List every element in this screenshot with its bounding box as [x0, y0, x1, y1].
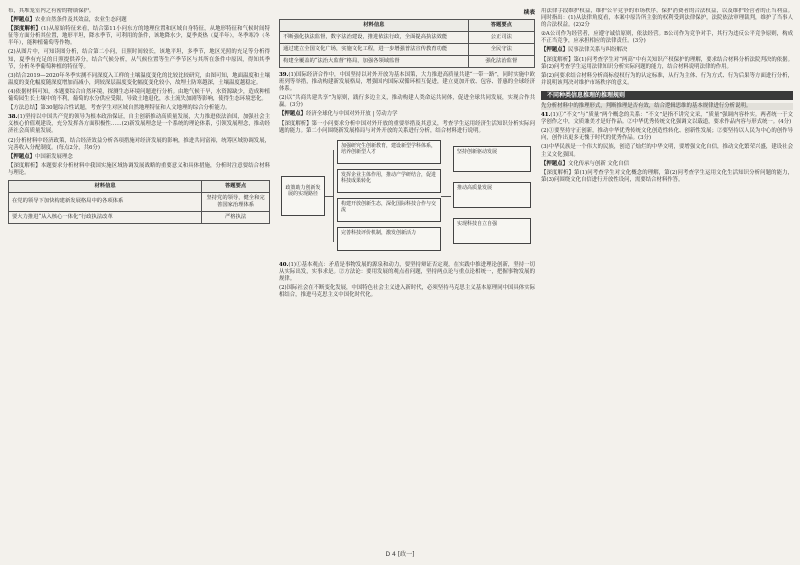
diagram-result-box: 实现科技自立自强	[453, 218, 531, 244]
table-header: 答题要点	[468, 20, 534, 32]
diagram-connector	[441, 196, 451, 197]
table-row	[280, 56, 535, 68]
column-right	[541, 8, 793, 548]
paragraph: (2)以“共商共建共享”为原则，践行多边主义，推动构建人类命运共同体，促进全球共同发展，实现合作共赢。(3分)	[279, 95, 535, 109]
tag-text: 文化传承与创新 文化自信	[567, 160, 629, 167]
tag-label: 【押题点】	[8, 153, 35, 160]
paragraph	[541, 47, 793, 54]
tag-text: 中国新发展理念	[34, 153, 73, 160]
table-cell: 公正司法	[468, 32, 534, 44]
diagram-result-box: 坚持创新驱动发展	[453, 146, 531, 172]
diagram-center-box: 政策助力创新发展的实现路径	[281, 176, 325, 216]
paragraph: (2)分析材料中经济政策，结合经济效益分析各项措施对经济发展的影响，推进共同富裕，统筹区域协调发展，完善收入分配制度。(每点2分，共6分)	[8, 137, 270, 151]
table-cell: 要大力推进“从入核心一体化”行政执法改革	[9, 211, 202, 223]
tag-label: 【押题点】	[279, 111, 306, 118]
paragraph: 【深度解析】本题要求分析材料中我国实施区域协调发展战略的重要意义和具体措施，分析时注意要结合材料与理论。	[8, 162, 270, 176]
question-38	[8, 114, 270, 135]
table-cell: 严格执法	[202, 211, 270, 223]
material-table	[8, 180, 270, 224]
table-cell: 在党的领导下加快构建新发展格局中的各项体系	[9, 192, 202, 211]
table-header: 答题要点	[202, 180, 270, 192]
table-header: 材料信息	[9, 180, 202, 192]
paragraph: 【方法总结】第30题综合性试题，考查学生对区域自然地理特征和人文地理的综合分析能力。	[8, 105, 231, 112]
paragraph: 【深度解析】第(1)问考查学生对“两高”中有关知识产权保护的理解，要求结合材料分析法院判决的依据。第(2)问考查学生运用法律知识分析实际问题的能力，结合材料说明法律的作用。	[541, 56, 793, 70]
question-number: 41.	[541, 112, 551, 119]
tag-label: 【深度解析】	[8, 26, 41, 33]
tag-label: 【押题点】	[8, 17, 35, 24]
question-41	[541, 112, 793, 126]
diagram-result-box: 推动高质量发展	[453, 182, 531, 208]
tag-text: 经济全球化与中国对外开放 | 劳动力学	[305, 111, 398, 118]
paragraph: 【深度解析】第(1)问考查学生对文化概念的理解，第(2)问考查学生运用文化生活知识分析问题的能力，第(3)问围绕文化自信进行开放性设问，需要结合材料作答。	[541, 169, 793, 183]
column-middle	[279, 8, 535, 548]
diagram-item-box: 构建开放创新生态，深化国际科技合作与交流	[337, 198, 441, 222]
tag-label: 【押题点】	[541, 47, 568, 54]
tag-label: 【押题点】	[541, 160, 568, 167]
paragraph: (2)从图片中，可知读图分析，结合第二小问，日照时间较长，该地平坦，多季节，地区光照的充足等分析得知，夏季有充足的日照提供养分，结合气候分析，从气候位置等生产季节区与其所在条件中原因，得知其季节，分析冬季葡萄种植的特征等。	[8, 49, 270, 70]
paragraph: ②A公司作为经营者，应遵守诚信原则，依法经营。B公司作为竞争对手，其行为违反公平竞争原则，构成不正当竞争，应承担相应的法律责任。(3分)	[541, 31, 793, 45]
table-header: 材料信息	[280, 20, 469, 32]
paragraph: (2)①要坚持守正创新，推动中华优秀传统文化创造性转化、创新性发展；②要坚持以人民为中心的创作导向，创作出更多无愧于时代的优秀作品。(3分)	[541, 128, 793, 142]
question-39	[279, 72, 535, 93]
paragraph	[541, 161, 793, 168]
flow-diagram	[279, 138, 535, 258]
column-left	[8, 8, 270, 548]
paragraph: (3)中华民族是一个伟大的民族，创造了灿烂的中华文明，要增强文化自信，推动文化繁荣兴盛，建设社会主义文化强国。	[541, 144, 793, 158]
paragraph: 用法律手段维护权益，维护公平竞争的市场秩序，保护消费者的合法权益，以及维护经营者的正当利益。同时指出：(1)从法律角度看，本案中原告所主张的权利受到法律保护，法院依法审理裁判，维护了当事人的合法权益。(2)2分	[541, 8, 793, 29]
question-text: (1)国际经济合作中，中国坚持以对外开放为基本国策，大力推进高质量共建“一带一路”，同时实施中欧班列等举措，推动构建新发展格局，增强国内国际双循环相互促进，建立更加开放、包容、普惠的全球经济体系。	[279, 72, 535, 93]
table-row	[9, 192, 270, 211]
question-number: 39.	[279, 72, 289, 78]
table-cell: 全民守法	[468, 44, 534, 56]
paragraph: (4)依据材料可知，本题要综合自然环境，探测生态环境问题进行分析。由地气候干旱，水资源缺少，造成种植葡萄园生长土壤中的不利，葡萄的水分供应受限，导致土地退化，水土流失加剧等影响，使得生态环境恶化。	[8, 88, 270, 103]
paragraph: 布，其堆笼室内之有密的物锁保护。	[8, 8, 95, 14]
paragraph	[279, 111, 535, 118]
question-40	[279, 262, 535, 283]
tag-text: 民事法律关系与纠纷解决	[567, 47, 628, 54]
question-text: (1)坚持以中国共产党的领导为根本政治保证，自主创新推动高质量发展，大力推进依法治国，加强社会主义核心价值观建设，充分发挥各方面积极性……(2)新发展理念是一个系统的理论体系，引领发展理念，推动经济社会高质量发展。	[8, 114, 270, 135]
table-continued-label: 续表	[523, 10, 535, 16]
question-number: 40.	[279, 261, 289, 268]
paragraph-text: (1)从原始特征来看，结合第11小问东方的地理位置和区域自身特征，从地形特征和气候时间特征等方面分析其位置，地形平坦，降水季节，可利用的条件，该地降水少，夏季炎热（夏半年），冬季寒冷（冬半年），能种植葡萄等作物。	[8, 26, 270, 47]
paragraph	[8, 154, 270, 161]
table-row	[280, 44, 535, 56]
diagram-connector	[333, 150, 334, 242]
question-text: (1)①基本观点：矛盾是事物发展的源泉和动力，要坚持辩证否定观，在实践中推进理论创新，坚持一切从实际出发，实事求是。②方法论：要用发展的观点看问题，坚持两点论与重点论相统一，把握事物发展的规律。	[279, 261, 535, 282]
paragraph: (3)结合2019—2020年冬季实测不同深度入工样的土壤温度变化的比较比较研究，由图可知，地面温度和土壤温度的变化幅度随深度增加而减小，到较深层温度变化幅度变化较小，故埋土防寒越深，土壤温度越稳定。	[8, 72, 270, 86]
table-header-row	[9, 180, 270, 192]
table-cell: 构建全覆盖的“法治大监督”格局，加强各领域监督	[280, 56, 469, 68]
table-cell: 不断强化执法监督，数字法治建设，推进依法行政，全面提高执法效能	[280, 32, 469, 44]
diagram-item-box: 加强研究生创新教育，建设新型学科体系，培养创新型人才	[337, 140, 441, 164]
paragraph-highlight: 先分析材料中的推理形式，判断推理是否有效，结合逻辑思维的基本规律进行分析说明。	[541, 103, 793, 110]
table-cell: 通过建立全国文化广场，实施文化工程，进一步增强普法宣传教育功能	[280, 44, 469, 56]
table-row	[9, 211, 270, 223]
table-header-row	[280, 20, 535, 32]
paragraph: (2)国际社会在不断变化发展，中国特色社会主义进入新时代，必须坚持马克思主义基本原理同中国具体实际相结合，推进马克思主义中国化时代化。	[279, 285, 535, 299]
paragraph: 第(2)问要求结合材料分析商标侵权行为的认定标准，从行为主体、行为方式、行为后果等方面进行分析，并说明该判决对维护市场秩序的意义。	[541, 72, 793, 86]
page-footer: D 4 [政一]	[385, 551, 415, 558]
table-row	[280, 32, 535, 44]
diagram-item-box: 发挥企业主体作用，推动产学研结合，促进科技成果转化	[337, 169, 441, 193]
paragraph	[8, 26, 270, 47]
question-number: 38.	[8, 114, 18, 121]
tag-text: 农业自然条件及其效益，农业生态问题	[34, 17, 127, 24]
paragraph	[8, 17, 270, 24]
section-banner: 不同种类信息推理的推理规则	[541, 91, 793, 100]
diagram-item-box: 完善科技评价机制，激发创新活力	[337, 227, 441, 251]
paragraph: 【深度解析】第一小问要求分析中国对外开放的重要举措及其意义，考查学生运用经济生活知识分析实际问题的能力。第二小问围绕新发展格局与对外开放的关系进行分析，结合材料进行说明。	[279, 120, 535, 134]
table-cell: 强化法治监督	[468, 56, 534, 68]
question-text: (1)①“不文”与“质量”两个概念的关系：“不文”是指不讲究文采，“质量”强调内容朴实。两者统一于文学创作之中，文质兼美才是好作品。②中华优秀传统文化强调文以载道，要求作品内容与形式统一。(4分)	[541, 112, 793, 126]
diagram-connector	[325, 196, 333, 197]
material-table-continued	[279, 19, 535, 68]
table-cell: 坚持党的领导，健全和完善国家治理体系	[202, 192, 270, 211]
